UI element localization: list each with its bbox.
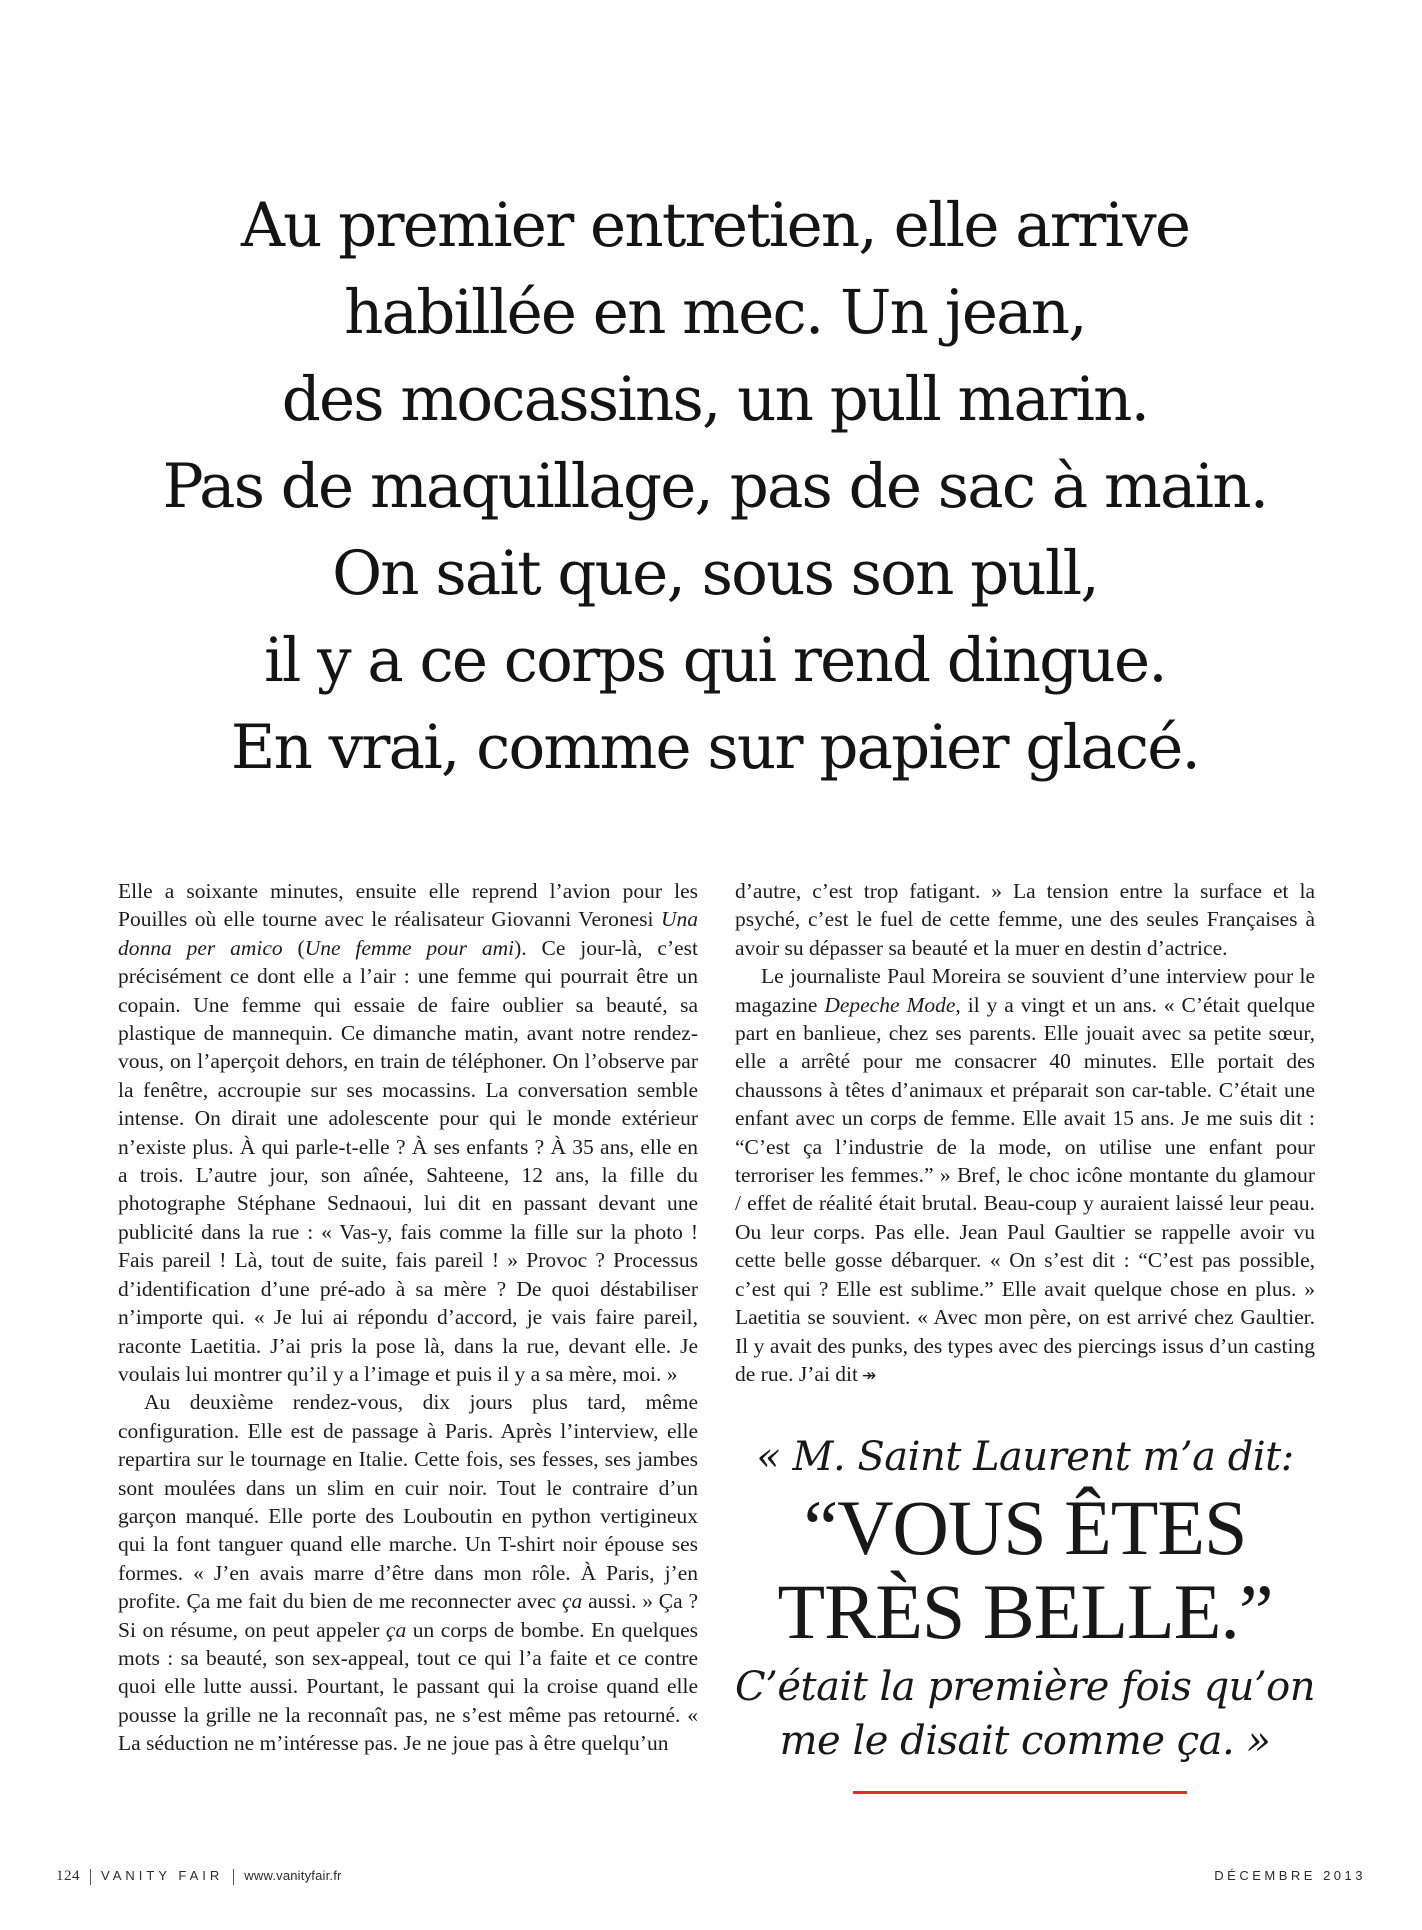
article-column-right xyxy=(735,877,1315,1390)
arrow-right-icon: ↠ xyxy=(862,1365,877,1386)
article-paragraph: d’autre, c’est trop fatigant. » La tension entre la surface et la psyché, c’est le fuel de cette femme, une des seules Françaises à avoir su dépasser sa beauté et la muer en destin d’actrice. xyxy=(735,879,1315,960)
article-paragraph xyxy=(118,877,698,1388)
headline-line: On sait que, sous son pull, xyxy=(332,538,1098,609)
article-column-left xyxy=(118,877,698,1758)
italic-word: ça xyxy=(562,1589,583,1614)
article-paragraph xyxy=(735,962,1315,1390)
page-number: 124 xyxy=(56,1868,80,1884)
headline-line: Au premier entretien, elle arrive xyxy=(240,190,1190,261)
italic-word: ça xyxy=(385,1617,407,1642)
pull-quote-outro-line: me le disait comme ça. » xyxy=(779,1718,1271,1764)
paragraph-text: Au deuxième rendez-vous, dix jours plus tard, même configuration. Elle est de passage à Paris. Après l’interview, elle repartira sur le tournage en Italie. Cette fois, ses fesses, ses jambes sont moulées dans un slim en cuir noir. Tout le contraire d’un garçon manqué. Elle porte des Louboutin en python vertigineux qui la font tanguer quand elle marche. Un T-shirt noir épouse ses formes. « J’en avais marre d’être dans mon rôle. À Paris, j’en profite. Ça me fait du bien de me reconnecter avec xyxy=(118,1390,698,1614)
headline xyxy=(110,182,1320,791)
footer-divider xyxy=(90,1869,91,1885)
pull-quote-outro xyxy=(725,1660,1325,1768)
paragraph-text: , il y a vingt et un ans. « C’était quelque part en banlieue, chez ses parents. Elle jouait avec sa petite sœur, elle a arrêté pour me consacrer 40 minutes. Elle portait des chaussons à têtes d’animaux et préparait son car-table. C’était une enfant avec un corps de femme. Elle avait 15 ans. Je me suis dit : “C’est ça l’industrie de la mode, on utilise une enfant pour terroriser les femmes.” » Bref, le choc icône montante du glamour / effet de réalité était brutal. Beau-coup y auraient laissé leur peau. Ou leur corps. Pas elle. Jean Paul Gaultier se rappelle avoir vu cette belle gosse débarquer. « On s’est dit : “C’est pas possible, c’est qui ? Elle est sublime.” Elle avait quelque chose en plus. » Laetitia se souvient. « Avec mon père, on est arrivé chez Gaultier. Il y avait des punks, des types avec des piercings issus d’un casting de rue. J’ai dit xyxy=(735,992,1315,1386)
website-link[interactable]: www.vanityfair.fr xyxy=(244,1868,342,1883)
paragraph-text: aussi. » Ça ? Si on résume, on peut appeler xyxy=(118,1589,698,1642)
headline-line: En vrai, comme sur papier glacé. xyxy=(230,712,1200,783)
paragraph-text: Le journaliste Paul Moreira se souvient d’une interview pour le magazine xyxy=(735,964,1315,1017)
magazine-name: VANITY FAIR xyxy=(101,1868,224,1883)
paragraph-text: un corps de bombe. En quelques mots : sa beauté, son sex-appeal, tout ce qui l’a faite et ce contre quoi elle lutte aussi. Pourtant, le passant qui la croise quand elle pousse la grille ne la reconnaît pas, ne s’est même pas retourné. « La séduction ne m’intéresse pas. Je ne joue pas à être quelqu’un xyxy=(118,1617,698,1756)
headline-line: il y a ce corps qui rend dingue. xyxy=(264,625,1166,696)
pull-quote-outro-line: C’était la première fois qu’on xyxy=(735,1664,1315,1710)
paragraph-text: Elle a soixante minutes, ensuite elle reprend l’avion pour les Pouilles où elle tourne avec le réalisateur Giovanni Veronesi xyxy=(118,879,698,932)
headline-line: des mocassins, un pull marin. xyxy=(281,364,1149,435)
pull-quote-main xyxy=(725,1486,1325,1654)
film-title-french: Une femme pour ami xyxy=(304,935,515,960)
paragraph-text: ( xyxy=(282,935,305,960)
headline-line: Pas de maquillage, pas de sac à main. xyxy=(162,451,1268,522)
headline-line: habillée en mec. Un jean, xyxy=(344,277,1086,348)
paragraph-text: ). Ce jour-là, c’est précisément ce dont elle a l’air : une femme qui pourrait être un copain. Une femme qui essaie de faire oublier sa beauté, sa plastique de mannequin. Ce dimanche matin, avant notre rendez-vous, on l’aperçoit dehors, en train de téléphoner. On l’observe par la fenêtre, accroupie sur ses mocassins. La conversation semble intense. On dirait une adolescente pour qui le monde extérieur n’existe plus. À qui parle-t-elle ? À ses enfants ? À 35 ans, elle en a trois. L’autre jour, son aînée, Sahteene, 12 ans, la fille du photographe Stéphane Sednaoui, lui dit en passant devant une publicité dans la rue : « Vas-y, fais comme la fille sur la photo ! Fais pareil ! Là, tout de suite, fais pareil ! » Provoc ? Processus d’identification d’une pré-ado à sa mère ? De quoi déstabiliser n’importe qui. « Je lui ai répondu d’accord, je vais faire pareil, raconte Laetitia. J’ai pris la pose là, dans la rue, devant elle. Je voulais lui montrer qu’il y a l’image et puis il y a sa mère, moi. » xyxy=(118,935,698,1386)
pull-quote-intro: « M. Saint Laurent m’a dit: xyxy=(756,1434,1294,1480)
pull-quote-main-line: “VOUS ÊTES xyxy=(803,1484,1247,1571)
article-paragraph xyxy=(118,1388,698,1757)
issue-date: DÉCEMBRE 2013 xyxy=(1214,1868,1366,1883)
pull-quote-divider xyxy=(853,1791,1187,1794)
page-footer xyxy=(56,1868,1366,1888)
magazine-title: Depeche Mode xyxy=(824,992,956,1017)
film-title-italian: Una donna per amico xyxy=(118,907,698,960)
pull-quote xyxy=(725,1430,1325,1768)
pull-quote-main-line: TRÈS BELLE.” xyxy=(777,1568,1273,1655)
footer-left xyxy=(56,1868,342,1885)
footer-divider xyxy=(233,1869,234,1885)
